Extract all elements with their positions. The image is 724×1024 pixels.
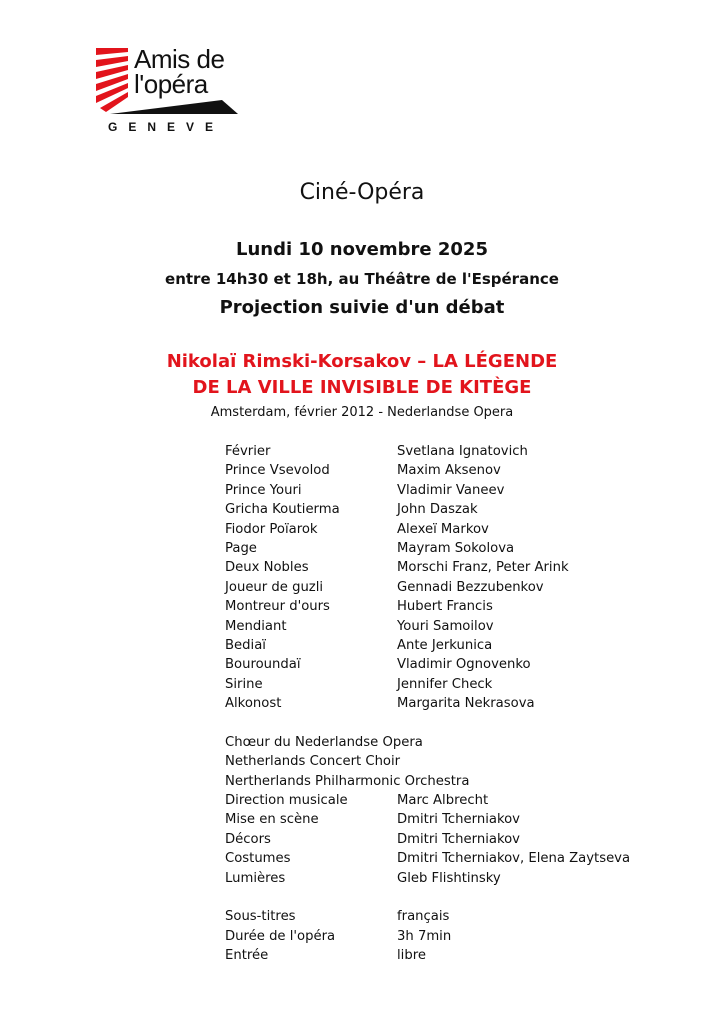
logo xyxy=(92,42,242,138)
cast-row xyxy=(225,520,630,539)
cast-row xyxy=(225,539,630,558)
cast-row xyxy=(225,675,630,694)
info-label: Entrée xyxy=(225,948,269,964)
cast-artist: Mayram Sokolova xyxy=(397,540,515,556)
team-name: Dmitri Tcherniakov xyxy=(397,831,520,847)
event-format: Projection suivie d'un débat xyxy=(219,297,505,318)
cast-row xyxy=(225,617,630,636)
cast-row xyxy=(225,442,630,461)
info-label: Durée de l'opéra xyxy=(225,928,336,944)
credits-list xyxy=(225,442,630,966)
cast-row xyxy=(225,636,630,655)
team-row xyxy=(225,810,630,829)
cast-role: Bouroundaï xyxy=(225,657,301,673)
logo-line-2: l'opéra xyxy=(134,69,208,99)
production-info: Amsterdam, février 2012 - Nederlandse Opera xyxy=(210,405,514,420)
cast-row xyxy=(225,597,630,616)
info-row xyxy=(225,927,630,946)
info-value: 3h 7min xyxy=(397,928,452,944)
work-title xyxy=(0,349,724,401)
spacer xyxy=(225,888,630,907)
logo-city: GENEVE xyxy=(108,120,225,134)
info-label: Sous-titres xyxy=(225,909,296,925)
cast-artist: John Daszak xyxy=(397,502,478,518)
cast-artist: Ante Jerkunica xyxy=(397,637,493,653)
info-value: français xyxy=(397,909,450,925)
team-row xyxy=(225,849,630,868)
team-name: Dmitri Tcherniakov xyxy=(397,812,520,828)
cast-role: Fiodor Poïarok xyxy=(225,521,318,537)
ensemble-row: Nertherlands Philharmonic Orchestra xyxy=(225,773,470,789)
team-name: Marc Albrecht xyxy=(397,793,489,809)
cast-row xyxy=(225,481,630,500)
team-row xyxy=(225,869,630,888)
team-row xyxy=(225,830,630,849)
cast-role: Alkonost xyxy=(225,696,282,712)
cast-artist: Svetlana Ignatovich xyxy=(397,444,528,459)
cast-row xyxy=(225,578,630,597)
cast-artist: Gennadi Bezzubenkov xyxy=(397,579,544,595)
cast-role: Montreur d'ours xyxy=(225,599,330,615)
cast-role: Page xyxy=(225,540,257,556)
team-name: Gleb Flishtinsky xyxy=(397,870,501,886)
cast-artist: Morschi Franz, Peter Arink xyxy=(397,560,569,576)
cast-role: Sirine xyxy=(225,676,263,692)
cast-role: Février xyxy=(225,444,271,459)
team-name: Dmitri Tcherniakov, Elena Zaytseva xyxy=(397,851,631,867)
info-row xyxy=(225,946,630,965)
page-title: Ciné-Opéra xyxy=(299,180,425,205)
cast-role: Prince Vsevolod xyxy=(225,463,330,479)
event-time-place: entre 14h30 et 18h, au Théâtre de l'Espérance xyxy=(165,270,559,288)
cast-artist: Vladimir Ognovenko xyxy=(397,657,531,673)
cast-role: Gricha Koutierma xyxy=(225,502,340,518)
team-role: Lumières xyxy=(225,870,286,886)
cast-artist: Margarita Nekrasova xyxy=(397,696,535,712)
team-role: Mise en scène xyxy=(225,812,319,828)
ensemble-row: Netherlands Concert Choir xyxy=(225,754,401,770)
work-title-line-2: DE LA VILLE INVISIBLE DE KITÈGE xyxy=(192,377,532,398)
spacer xyxy=(225,713,630,732)
cast-artist: Alexeï Markov xyxy=(397,521,489,537)
cast-artist: Vladimir Vaneev xyxy=(397,482,505,498)
team-role: Direction musicale xyxy=(225,793,348,809)
cast-artist: Youri Samoilov xyxy=(397,618,494,634)
event-date: Lundi 10 novembre 2025 xyxy=(236,239,488,260)
cast-artist: Maxim Aksenov xyxy=(397,463,501,479)
team-role: Décors xyxy=(225,831,271,847)
cast-row xyxy=(225,694,630,713)
cast-role: Joueur de guzli xyxy=(225,579,324,595)
info-value: libre xyxy=(397,948,426,964)
cast-row xyxy=(225,655,630,674)
cast-role: Prince Youri xyxy=(225,482,302,498)
info-row xyxy=(225,907,630,926)
cast-artist: Hubert Francis xyxy=(397,599,493,615)
team-role: Costumes xyxy=(225,851,291,867)
cast-role: Mendiant xyxy=(225,618,287,634)
cast-role: Deux Nobles xyxy=(225,560,309,576)
cast-row xyxy=(225,500,630,519)
cast-role: Bediaï xyxy=(225,637,266,653)
work-title-line-1: Nikolaï Rimski-Korsakov – LA LÉGENDE xyxy=(166,351,558,372)
cast-row xyxy=(225,558,630,577)
cast-artist: Jennifer Check xyxy=(397,676,493,692)
ensemble-row: Chœur du Nederlandse Opera xyxy=(225,734,423,750)
cast-row xyxy=(225,461,630,480)
team-row xyxy=(225,791,630,810)
logo-line-1: Amis de xyxy=(134,44,225,74)
